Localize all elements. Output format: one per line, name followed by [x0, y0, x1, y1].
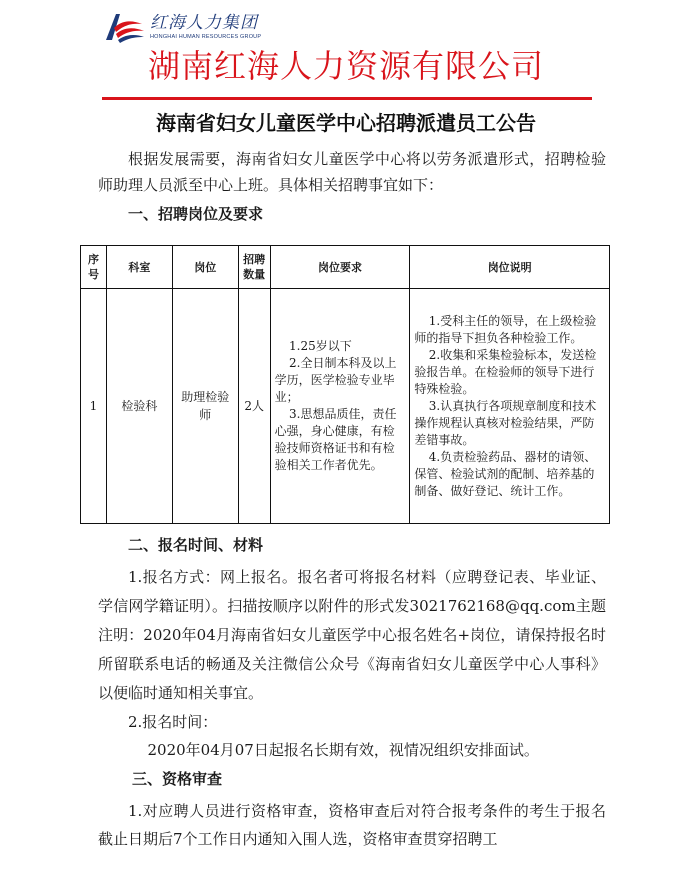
cell-dept: 检验科 [106, 289, 172, 524]
section2-heading: 二、报名时间、材料 [128, 536, 264, 554]
header-requirements: 岗位要求 [270, 246, 410, 289]
cell-post: 助理检验师 [172, 289, 238, 524]
description-item: 4.负责检验药品、器材的请领、保管、检验试剂的配制、培养基的制备、做好登记、统计工作。 [414, 449, 597, 498]
logo-english-name: HONGHAI HUMAN RESOURCES GROUP [150, 34, 262, 40]
header-description: 岗位说明 [410, 246, 610, 289]
table-row [81, 289, 610, 524]
requirement-item: 1.25岁以下 [289, 339, 352, 353]
header-count: 招聘数量 [238, 246, 270, 289]
requirement-item: 3.思想品质佳，责任心强，身心健康，有检验技师资格证书和有检验相关工作者优先。 [274, 407, 397, 472]
section2-item1: 1.报名方式：网上报名。报名者可将报名材料（应聘登记表、毕业证、学信网学籍证明）。扫描按顺序以附件的形式发3021762168@qq.com主题注明：2020年04月海南省妇女儿童医学中心报名姓名+岗位，请保持报名时所留联系电话的畅通及关注微信公众号《海南省妇女儿童医学中心人事科》以便临时通知相关事宜。 [98, 568, 606, 702]
section2-item2-label: 2.报名时间： [128, 713, 218, 731]
company-logo [102, 8, 261, 46]
intro-paragraph: 根据发展需要，海南省妇女儿童医学中心将以劳务派遣形式，招聘检验师助理人员派至中心上班。具体相关招聘事宜如下： [98, 150, 606, 194]
cell-count: 2人 [238, 289, 270, 524]
table-header-row [81, 246, 610, 289]
logo-chinese-name: 红海人力集团 [150, 13, 258, 33]
job-table [80, 245, 610, 524]
logo-text [150, 13, 261, 41]
section1-heading: 一、招聘岗位及要求 [128, 205, 264, 223]
header-dept: 科室 [106, 246, 172, 289]
header-post: 岗位 [172, 246, 238, 289]
section3-heading: 三、资格审查 [132, 770, 223, 788]
company-name: 湖南红海人力资源有限公司 [147, 47, 544, 85]
section2-item2-text: 2020年04月07日起报名长期有效，视情况组织安排面试。 [147, 741, 539, 759]
document-title: 海南省妇女儿童医学中心招聘派遣员工公告 [156, 111, 536, 135]
header-no: 序号 [81, 246, 107, 289]
header-divider [102, 97, 592, 100]
section3-item1: 1.对应聘人员进行资格审查，资格审查后对符合报考条件的考生于报名截止日期后7个工作日内通知入围人选，资格审查贯穿招聘工 [98, 802, 606, 848]
requirement-item: 2.全日制本科及以上学历，医学检验专业毕业； [274, 356, 397, 404]
cell-description [410, 289, 610, 524]
description-item: 1.受科主任的领导，在上级检验师的指导下担负各种检验工作。 [414, 313, 597, 345]
description-item: 3.认真执行各项规章制度和技术操作规程认真核对检验结果，严防差错事故。 [414, 398, 597, 447]
honghai-logo-icon [102, 10, 146, 44]
cell-requirements [270, 289, 410, 524]
cell-no: 1 [81, 289, 107, 524]
description-item: 2.收集和采集检验标本，发送检验报告单。在检验师的领导下进行特殊检验。 [414, 347, 597, 396]
